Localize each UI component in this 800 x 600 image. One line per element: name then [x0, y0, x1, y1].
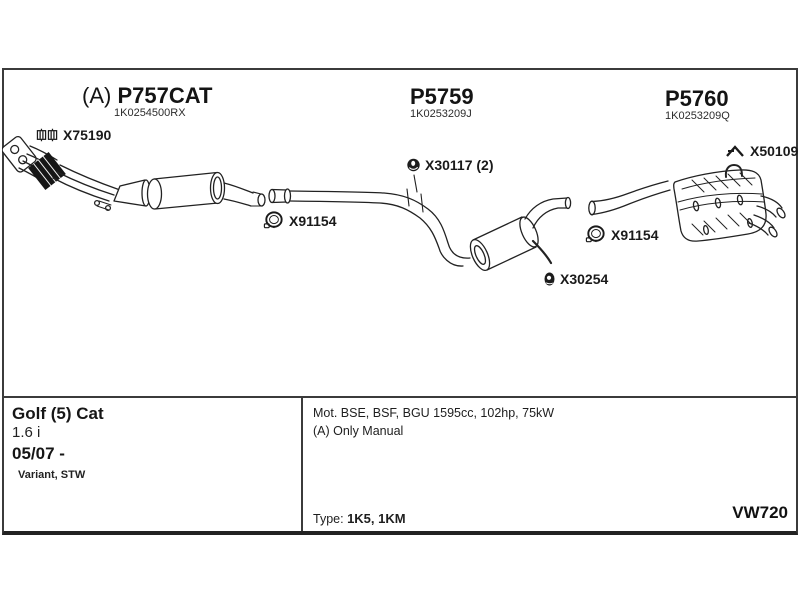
label-text: X30117 (2) — [425, 157, 494, 173]
gasket-icon — [36, 128, 59, 142]
part-title-mid — [410, 84, 474, 110]
type-label: Type: — [313, 512, 344, 526]
gearbox-note: (A) Only Manual — [313, 424, 404, 439]
rubber-hanger-icon — [724, 143, 746, 159]
part-code-front: 1K0254500RX — [114, 107, 186, 119]
band-clamp-icon — [406, 157, 421, 173]
label-mount-mid — [543, 271, 608, 287]
label-gasket — [36, 127, 111, 143]
label-clamp-mid — [406, 157, 494, 173]
part-code-mid: 1K0253209J — [410, 108, 472, 120]
part-number: P5759 — [410, 84, 474, 109]
engine-details-cell — [303, 398, 796, 531]
part-title-rear — [665, 86, 729, 112]
pipe-clamp-icon — [262, 211, 285, 231]
vehicle-engine: 1.6 i — [12, 424, 41, 442]
part-number: P757CAT — [117, 83, 213, 108]
label-text: X91154 — [289, 213, 337, 229]
rubber-mount-icon — [543, 271, 556, 287]
vehicle-variant: Variant, STW — [18, 468, 86, 481]
label-text: X50109 — [750, 143, 799, 159]
vehicle-cell — [4, 398, 303, 531]
type-row — [313, 511, 406, 526]
type-value: 1K5, 1KM — [347, 511, 406, 526]
part-variant-prefix: (A) — [82, 83, 118, 108]
part-title-front — [82, 83, 212, 109]
vehicle-model: Golf (5) Cat — [12, 404, 104, 423]
info-table — [2, 396, 798, 535]
label-text: X75190 — [63, 127, 112, 143]
motor-codes: Mot. BSE, BSF, BGU 1595cc, 102hp, 75kW — [313, 406, 555, 420]
label-hanger-rear — [724, 143, 798, 159]
part-number: P5760 — [665, 86, 729, 111]
label-clamp-front — [262, 211, 337, 231]
label-text: X30254 — [560, 271, 609, 287]
reference-code: VW720 — [732, 503, 788, 522]
part-code-rear: 1K0253209Q — [665, 110, 730, 122]
pipe-clamp-icon — [584, 225, 607, 245]
label-text: X91154 — [611, 227, 659, 243]
label-clamp-rear — [584, 225, 659, 245]
vehicle-date-range: 05/07 - — [12, 444, 65, 464]
diagram-frame — [2, 68, 798, 535]
